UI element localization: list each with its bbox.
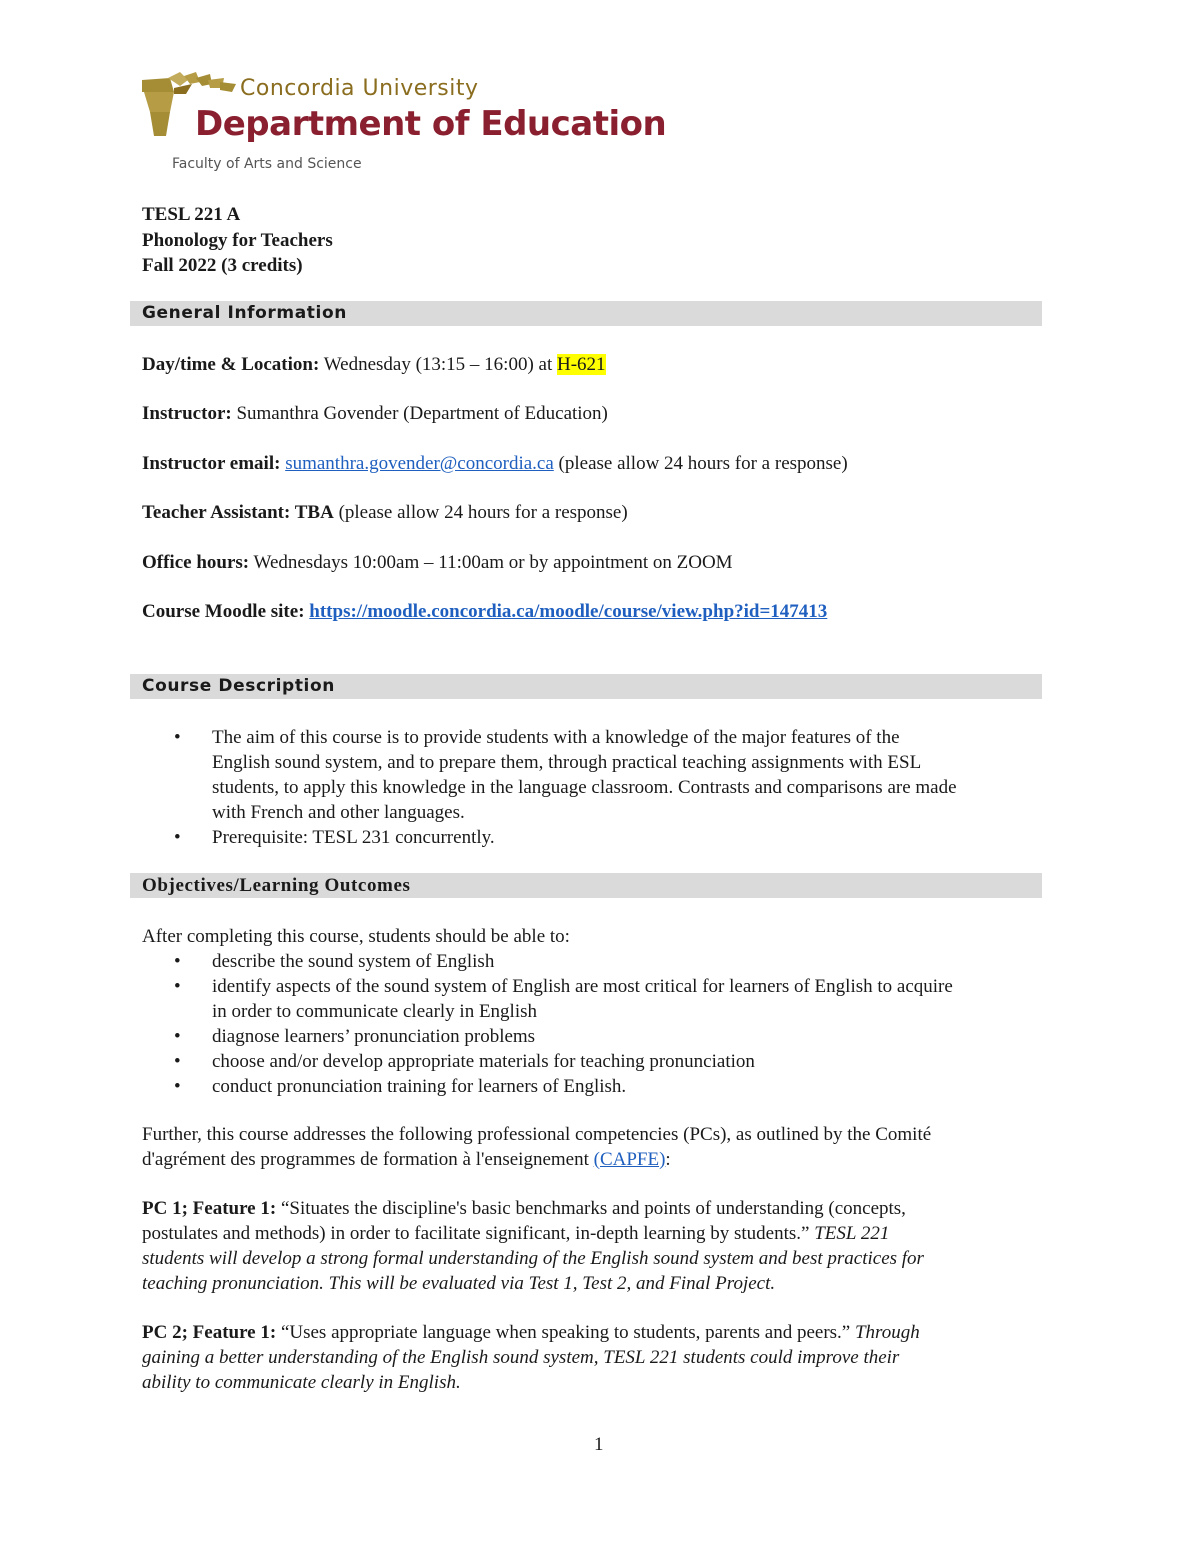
- section-objectives: [130, 873, 1042, 898]
- ta-value: TBA: [290, 502, 334, 523]
- bullet-icon: •: [174, 951, 181, 972]
- description-list: [142, 725, 957, 850]
- list-item: • identify aspects of the sound system of English are most critical for learners of English to acquire: [174, 976, 953, 997]
- course-term: Fall 2022 (3 credits): [142, 255, 303, 276]
- email-note: (please allow 24 hours for a response): [553, 453, 848, 474]
- ta-line: [142, 500, 628, 525]
- course-code: TESL 221 A: [142, 204, 241, 225]
- pc2-paragraph: PC 2; Feature 1: “Uses appropriate language when speaking to students, parents and peers.” Through gaining a better understanding of the English sound system, TESL 221 students could improve their ability to communicate clearly in English.: [142, 1322, 920, 1393]
- bullet-icon: •: [174, 727, 181, 748]
- email-label: Instructor email:: [142, 453, 281, 474]
- moodle-link[interactable]: https://moodle.concordia.ca/moodle/course/view.php?id=147413: [309, 601, 828, 622]
- pc1-label: PC 1; Feature 1:: [142, 1198, 277, 1219]
- section-heading: Course Description: [142, 676, 335, 696]
- department-name: Department of Education: [195, 104, 667, 144]
- ta-note: (please allow 24 hours for a response): [333, 502, 628, 523]
- bullet-icon: •: [174, 1076, 181, 1097]
- section-heading: Objectives/Learning Outcomes: [142, 875, 411, 896]
- section-course-description: [130, 674, 1042, 699]
- list-item: • Prerequisite: TESL 231 concurrently.: [174, 827, 495, 848]
- faculty-name: Faculty of Arts and Science: [172, 156, 362, 172]
- list-item: • The aim of this course is to provide students with a knowledge of the major features of the: [174, 727, 900, 748]
- bullet-icon: •: [174, 827, 181, 848]
- instructor-line: [142, 401, 608, 426]
- page-number: 1: [594, 1434, 604, 1455]
- ta-label: Teacher Assistant:: [142, 502, 291, 523]
- objectives-intro: After completing this course, students should be able to:: [142, 926, 570, 947]
- daytime-label: Day/time & Location:: [142, 354, 320, 375]
- moodle-label: Course Moodle site:: [142, 601, 305, 622]
- list-item: • diagnose learners’ pronunciation problems: [174, 1026, 536, 1047]
- list-item-continued: in order to communicate clearly in English: [212, 1001, 538, 1022]
- section-general-information: [130, 301, 1042, 326]
- department-logo: [140, 72, 700, 182]
- instructor-value: Sumanthra Govender (Department of Education): [231, 403, 608, 424]
- list-item: • choose and/or develop appropriate materials for teaching pronunciation: [174, 1051, 755, 1072]
- university-name: Concordia University: [240, 76, 479, 101]
- office-hours-value: Wednesdays 10:00am – 11:00am or by appointment on ZOOM: [249, 552, 733, 573]
- capfe-link[interactable]: (CAPFE): [593, 1149, 666, 1170]
- course-name: Phonology for Teachers: [142, 229, 333, 251]
- pc1-paragraph: PC 1; Feature 1: “Situates the discipline's basic benchmarks and points of understanding (concepts, postulates and methods) in order to facilitate significant, in-depth learning by students.” TESL 221 students will develop a strong formal understanding of the English sound system and best practices for teaching pronunciation. This will be evaluated via Test 1, Test 2, and Final Project.: [142, 1198, 924, 1294]
- bullet-icon: •: [174, 1051, 181, 1072]
- section-heading: General Information: [142, 303, 347, 323]
- instructor-label: Instructor:: [142, 403, 232, 424]
- course-title-block: [142, 202, 333, 279]
- daytime-value: Wednesday (13:15 – 16:00) at: [319, 354, 557, 375]
- bullet-icon: •: [174, 976, 181, 997]
- office-hours-label: Office hours:: [142, 552, 250, 573]
- email-line: [142, 451, 848, 476]
- list-item-continued: students, to apply this knowledge in the language classroom. Contrasts and comparisons are made: [212, 777, 957, 798]
- moodle-line: [142, 599, 827, 624]
- list-item-continued: with French and other languages.: [212, 802, 465, 823]
- room-highlight: H-621: [557, 354, 606, 375]
- list-item-continued: English sound system, and to prepare them, through practical teaching assignments with ESL: [212, 752, 922, 773]
- bullet-icon: •: [174, 1026, 181, 1047]
- competencies-paragraph: Further, this course addresses the following professional competencies (PCs), as outlined by the Comité d'agrément des programmes de formation à l'enseignement (CAPFE):: [142, 1124, 932, 1170]
- daytime-line: [142, 352, 606, 377]
- objectives-list: [142, 949, 953, 1099]
- pc2-label: PC 2; Feature 1:: [142, 1322, 277, 1343]
- instructor-email-link[interactable]: sumanthra.govender@concordia.ca: [285, 453, 554, 474]
- list-item: • conduct pronunciation training for learners of English.: [174, 1076, 627, 1097]
- list-item: • describe the sound system of English: [174, 951, 495, 972]
- office-hours-line: [142, 550, 733, 575]
